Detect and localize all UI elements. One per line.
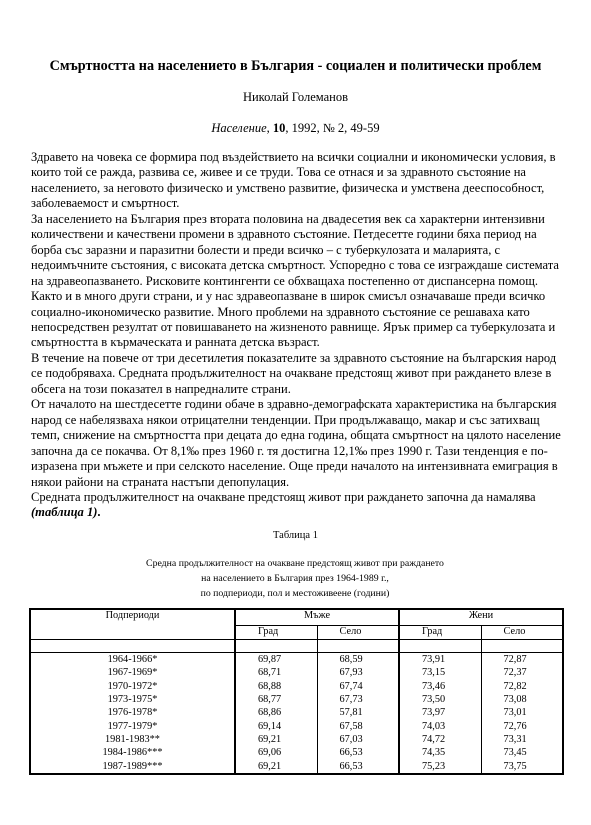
men-city-cell: 69,87 <box>235 653 317 667</box>
table-title-line: Средна продължителност на очакване предстоящ живот при раждането <box>146 558 444 569</box>
men-city-cell: 68,88 <box>235 680 317 693</box>
table-caption: Таблица 1 <box>273 530 318 541</box>
spacer-cell <box>481 640 563 653</box>
citation: Население, 10, 1992, № 2, 49-59 <box>211 121 380 135</box>
table-title-line: по подпериоди, пол и местоживеене (години) <box>200 588 390 599</box>
women-village-cell: 73,45 <box>481 746 563 759</box>
table-row <box>30 746 563 759</box>
men-village-cell: 67,58 <box>317 719 399 732</box>
women-village-cell: 73,75 <box>481 759 563 773</box>
men-city-cell: 69,14 <box>235 719 317 732</box>
volume-number: 10 <box>272 121 286 135</box>
women-city-cell: 73,91 <box>399 653 481 667</box>
spacer-cell <box>235 640 317 653</box>
women-city-cell: 73,97 <box>399 706 481 719</box>
table-row <box>30 653 563 667</box>
women-village-cell: 72,76 <box>481 719 563 732</box>
period-cell: 1984-1986*** <box>30 746 235 759</box>
paragraph-end: . <box>97 505 101 520</box>
men-city-cell: 69,21 <box>235 759 317 773</box>
table-row <box>30 759 563 773</box>
author-name: Николай Големанов <box>242 90 349 104</box>
women-village-cell: 73,01 <box>481 706 563 719</box>
header-men-city: Град <box>235 626 317 640</box>
women-city-cell: 73,46 <box>399 680 481 693</box>
header-women-city: Град <box>399 626 481 640</box>
table-title <box>60 556 530 601</box>
women-village-cell: 72,87 <box>481 653 563 667</box>
table-title-line: на населението в България през 1964-1989 г., <box>201 573 389 584</box>
paragraph: В течение на повече от три десетилетия показателите за здравното състояние на българския народ се подобряваха. Средната продължителност на очакване предстоящ живот при раждането влезе в обсега на този показател в напредналите страни. <box>31 350 557 396</box>
period-cell: 1973-1975* <box>30 693 235 706</box>
article-title: Смъртността на населението в България - социален и политически проблем <box>49 58 542 74</box>
men-village-cell: 67,74 <box>317 680 399 693</box>
period-cell: 1964-1966* <box>30 653 235 667</box>
period-cell: 1977-1979* <box>30 719 235 732</box>
paragraph: Здравето на човека се формира под въздействието на всички социални и икономически условия, в които той се ражда, развива се, живее и се труди. Това се отнася и за здравното състояние на населението, за неговото физическо и умствено развитие, физическа и умствена дееспособност, заболеваемост и смъртност. <box>31 150 556 211</box>
life-expectancy-table <box>29 608 564 775</box>
spacer-cell <box>399 640 481 653</box>
paragraph-text: Средната продължителност на очакване предстоящ живот при раждането започна да намалява <box>31 489 536 504</box>
period-cell: 1981-1983** <box>30 733 235 746</box>
women-village-cell: 73,08 <box>481 693 563 706</box>
journal-name: Население <box>211 121 267 135</box>
period-cell: 1987-1989*** <box>30 759 235 773</box>
table-reference: (таблица 1) <box>31 505 98 520</box>
header-men: Мъже <box>235 609 399 626</box>
header-women: Жени <box>399 609 563 626</box>
men-village-cell: 67,73 <box>317 693 399 706</box>
header-men-village: Село <box>317 626 399 640</box>
table-row <box>30 680 563 693</box>
women-city-cell: 74,03 <box>399 719 481 732</box>
table-body <box>30 653 563 774</box>
table-row <box>30 719 563 732</box>
body-text <box>31 150 566 521</box>
men-city-cell: 69,21 <box>235 733 317 746</box>
men-city-cell: 68,71 <box>235 666 317 679</box>
men-village-cell: 68,59 <box>317 653 399 667</box>
table-row <box>30 666 563 679</box>
table-row <box>30 706 563 719</box>
table-row <box>30 693 563 706</box>
period-cell: 1976-1978* <box>30 706 235 719</box>
women-city-cell: 74,72 <box>399 733 481 746</box>
spacer-cell <box>30 640 235 653</box>
men-village-cell: 57,81 <box>317 706 399 719</box>
women-village-cell: 72,82 <box>481 680 563 693</box>
men-city-cell: 68,86 <box>235 706 317 719</box>
citation-details: , 1992, № 2, 49-59 <box>285 121 380 135</box>
period-cell: 1967-1969* <box>30 666 235 679</box>
spacer-cell <box>317 640 399 653</box>
period-cell: 1970-1972* <box>30 680 235 693</box>
women-village-cell: 73,31 <box>481 733 563 746</box>
women-city-cell: 73,15 <box>399 666 481 679</box>
men-city-cell: 69,06 <box>235 746 317 759</box>
header-women-village: Село <box>481 626 563 640</box>
paragraph: Както и в много други страни, и у нас здравеопазване в широк смисъл означаваше преди всичко социално-икономическо развитие. Много проблеми на здравното състояние се решаваха като непосредствен резултат от повишаването на жизненото равнище. Ярък пример са туберкулозата и смъртността в кърмаческата и ранната детска възраст. <box>31 289 556 350</box>
women-city-cell: 75,23 <box>399 759 481 773</box>
women-village-cell: 72,37 <box>481 666 563 679</box>
men-village-cell: 66,53 <box>317 746 399 759</box>
women-city-cell: 73,50 <box>399 693 481 706</box>
paragraph: За населението на България през втората половина на двадесетия век са характерни интензивни количествени и качествени промени в здравното състояние. Петдесетте години бяха период на борба със заразни и паразитни болести и преди всичко – с туберкулозата и маларията, с недоимъчните състояния, с високата детска смъртност. Успоредно с това се изграждаше системата на здравеопазването. Рисковите контингенти се обхващаха постепенно от диспансерна помощ. <box>31 211 559 288</box>
men-village-cell: 67,03 <box>317 733 399 746</box>
men-village-cell: 66,53 <box>317 759 399 773</box>
header-period: Подпериоди <box>30 609 235 640</box>
paragraph <box>31 490 566 521</box>
paragraph: От началото на шестдесетте години обаче в здравно-демографската характеристика на българския народ се набелязваха някои отрицателни тенденции. При продължаващо, макар и със затихващ темп, снижение на смъртността при децата до една година, общата смъртност на цялото население започна да се покачва. От 8,1‰ през 1960 г. тя достигна 12,1‰ през 1990 г. Тази тенденция е по-изразена при мъжете и при селското население. Още преди началото на интензивната емиграция в някои райони на страната настъпи депопулация. <box>31 397 561 489</box>
women-city-cell: 74,35 <box>399 746 481 759</box>
men-city-cell: 68,77 <box>235 693 317 706</box>
men-village-cell: 67,93 <box>317 666 399 679</box>
table-row <box>30 733 563 746</box>
